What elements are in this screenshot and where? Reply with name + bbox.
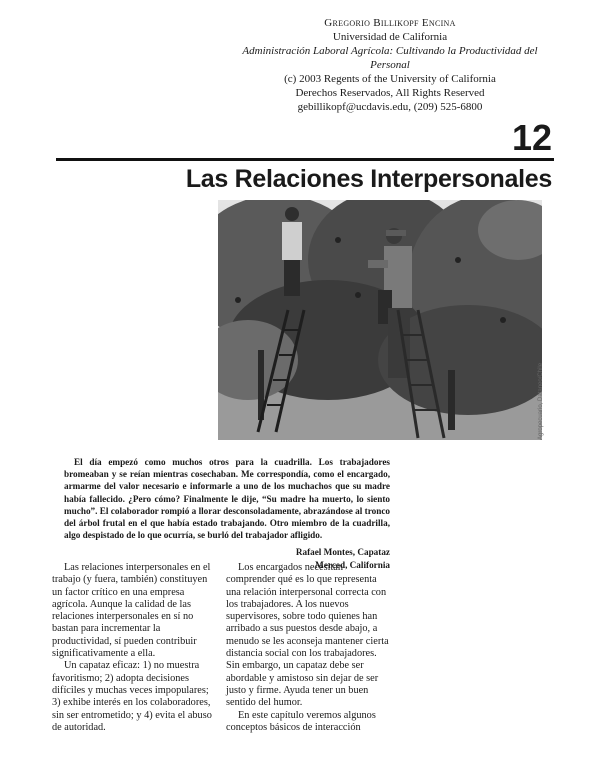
paragraph: Los encargados necesitan comprender qué es lo que representa una relación interpersonal correcta con los trabajadores. A los nuevos supervisores, sobre todo quienes han arribado a sus puestos desde abajo, a menudo se les aconseja mantener cierta distancia social con los trabajadores. Sin embargo, un capataz debe ser abordable y amistoso sin dejar de ser justo y firme. Ayuda tener un buen sentido del humor. xyxy=(226,562,389,709)
chapter-title: Las Relaciones Interpersonales xyxy=(185,165,552,193)
photo-credit: Agropecuario, Dataneo/Chile xyxy=(538,362,544,440)
paragraph: Un capataz eficaz: 1) no muestra favoritismo; 2) adopta decisiones difíciles y muchas veces impopulares; 3) exhibe interés en los colaboradores, sin ser entrometido; y 4) evita el abuso de autoridad. xyxy=(52,660,212,733)
quote-text: El día empezó como muchos otros para la cuadrilla. Los trabajadores bromeaban y se reían mientras cosechaban. Me correspondía, como el encargado, armarme del valor necesario e informarle a uno de los muchachos que su madre había fallecido. ¿Pero cómo? Finalmente le dije, “Su madre ha muerto, lo siento mucho”. El colaborador rompió a llorar desconsoladamente, abrazándose al tronco del árbol frutal en el que había estado trabajando. Otro miembro de la cuadrilla, algo despistado de lo que ocurría, se burló del trabajador afligido. xyxy=(64,457,390,541)
body-column-1 xyxy=(52,562,216,734)
university-name: Universidad de California xyxy=(332,31,448,43)
contact-line: gebillikopf@ucdavis.edu, (209) 525-6800 xyxy=(297,101,483,113)
rights-line: Derechos Reservados, All Rights Reserved xyxy=(295,87,485,99)
copyright-line: (c) 2003 Regents of the University of California xyxy=(284,73,496,85)
book-title: Administración Laboral Agrícola: Cultivando la Productividad del Personal xyxy=(242,45,538,71)
chapter-number: 12 xyxy=(511,117,552,158)
quote-attribution-place: Merced, California xyxy=(315,559,390,570)
opening-quote xyxy=(64,456,390,571)
orchard-photo xyxy=(218,200,542,440)
orchard-photo-illustration xyxy=(218,200,542,440)
body-column-2 xyxy=(226,562,390,734)
page-header xyxy=(240,16,540,114)
author-name: Gregorio Billikopf Encina xyxy=(324,17,456,29)
chapter-divider xyxy=(56,158,554,161)
paragraph: En este capítulo veremos algunos conceptos básicos de interacción xyxy=(226,709,376,733)
paragraph: Las relaciones interpersonales en el trabajo (y fuera, también) constituyen un factor crítico en una empresa agrícola. Aunque la calidad de las relaciones interpersonales en sí no bastan para incrementar la productividad, sí pueden contribuir significativamente a ella. xyxy=(52,562,211,660)
quote-attribution-name: Rafael Montes, Capataz xyxy=(295,547,390,558)
